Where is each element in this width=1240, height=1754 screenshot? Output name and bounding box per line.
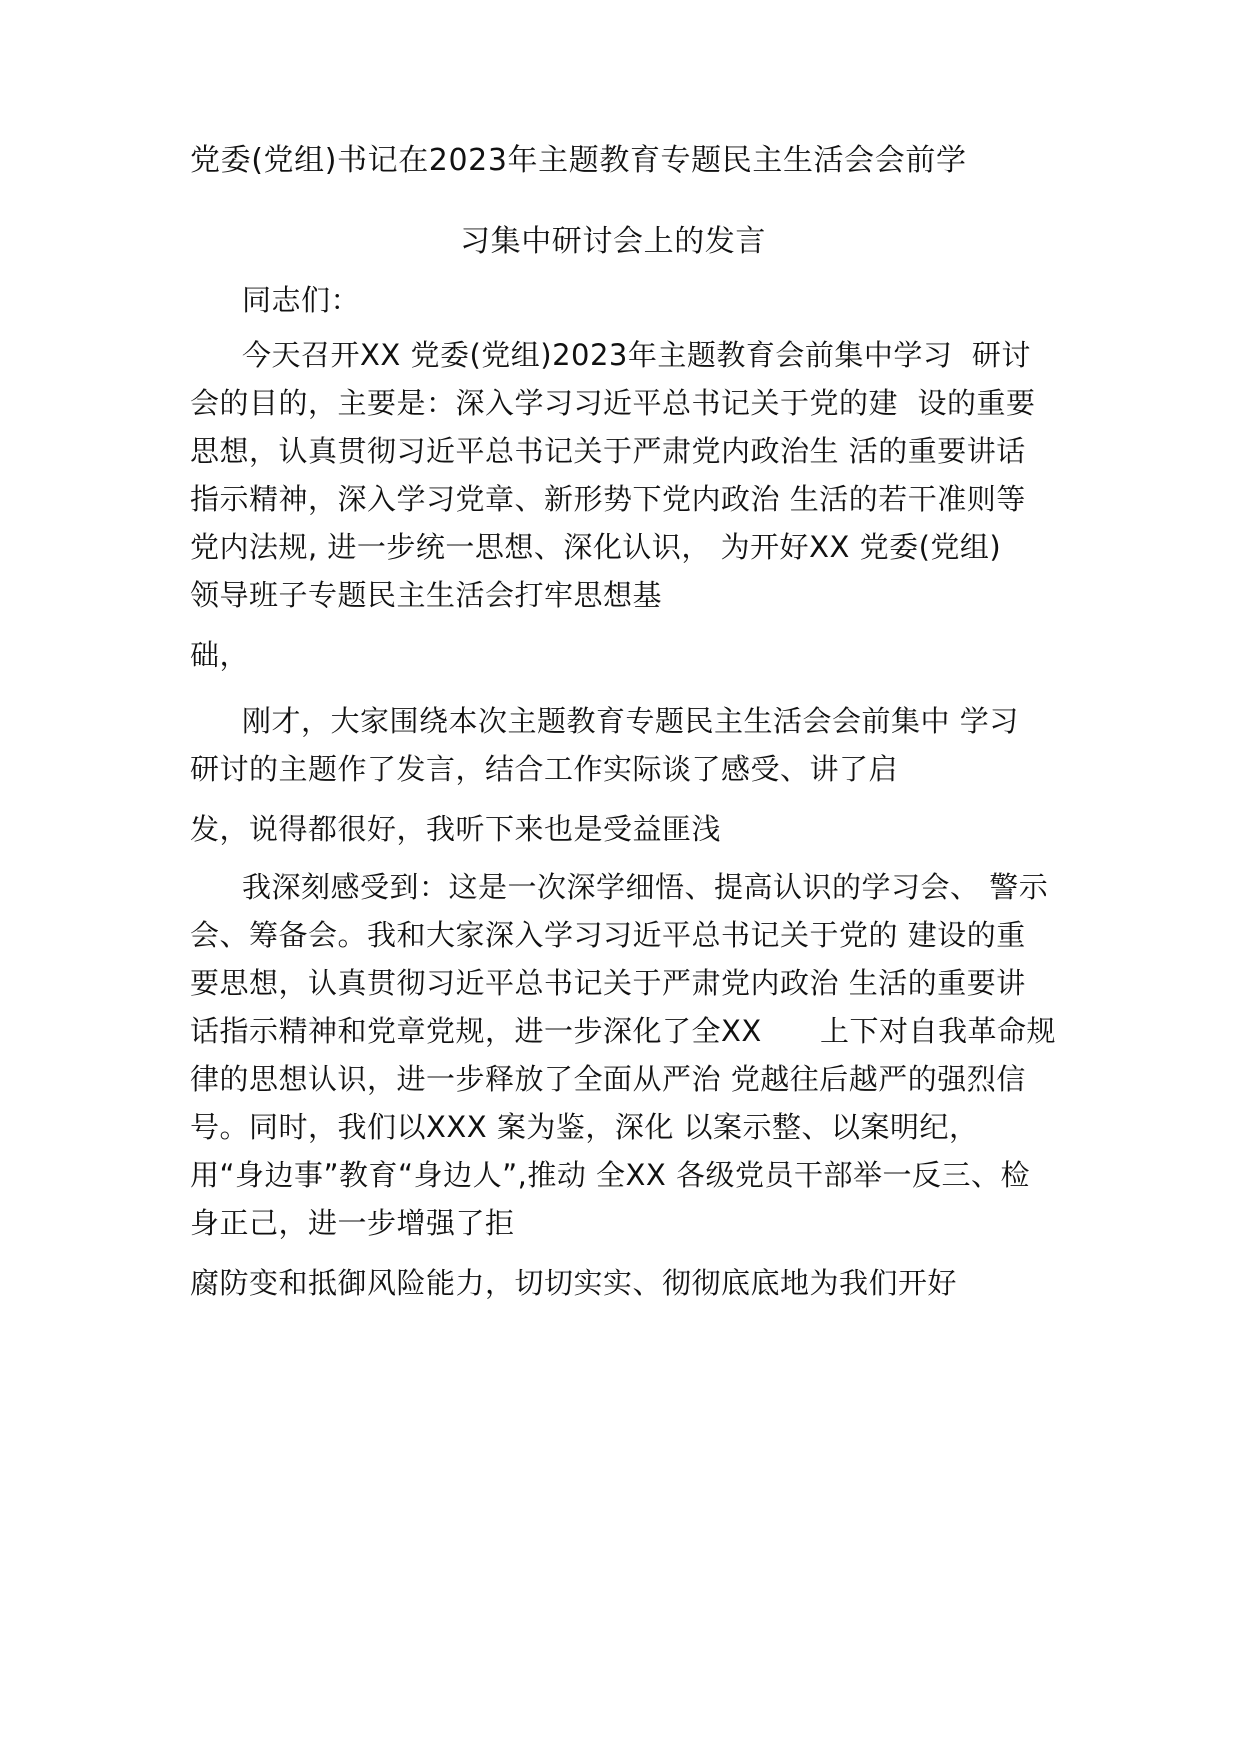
- paragraph-2-line-2: 研讨的主题作了发言，结合工作实际谈了感受、讲了启: [190, 752, 899, 786]
- paragraph-1-tail: 础，: [190, 638, 250, 672]
- paragraph-1-line-3: 思想，认真贯彻习近平总书记关于严肃党内政治生 活的重要讲话: [190, 434, 1026, 468]
- paragraph-3-line-1: 我深刻感受到：这是一次深学细悟、提高认识的学习会、 警示: [242, 870, 1049, 904]
- paragraph-3-line-8: 身正己，进一步增强了拒: [190, 1206, 515, 1240]
- paragraph-3-line-4: 话指示精神和党章党规，进一步深化了全XX 上下对自我革命规: [190, 1014, 1057, 1048]
- paragraph-1-line-4: 指示精神，深入学习党章、新形势下党内政治 生活的若干准则等: [190, 482, 1026, 516]
- paragraph-3-line-6: 号。同时，我们以XXX 案为鉴，深化 以案示整、以案明纪，: [190, 1110, 979, 1144]
- title-line-2: 习集中研讨会上的发言: [460, 224, 766, 259]
- paragraph-3-line-7: 用“身边事”教育“身边人”,推动 全XX 各级党员干部举一反三、检: [190, 1158, 1030, 1192]
- paragraph-1-line-6: 领导班子专题民主生活会打牢思想基: [190, 578, 663, 612]
- paragraph-3-line-2: 会、筹备会。我和大家深入学习习近平总书记关于党的 建设的重: [190, 918, 1026, 952]
- paragraph-3-line-3: 要思想，认真贯彻习近平总书记关于严肃党内政治 生活的重要讲: [190, 966, 1026, 1000]
- title-line-1: 党委(党组)书记在2023年主题教育专题民主生活会会前学: [190, 143, 967, 178]
- paragraph-1-line-5: 党内法规, 进一步统一思想、深化认识， 为开好XX 党委(党组): [190, 530, 1002, 564]
- paragraph-3-tail: 腐防变和抵御风险能力，切切实实、彻彻底底地为我们开好: [190, 1266, 958, 1300]
- paragraph-1-line-1: 今天召开XX 党委(党组)2023年主题教育会前集中学习 研讨: [242, 338, 1031, 372]
- paragraph-2-line-1: 刚才，大家围绕本次主题教育专题民主生活会会前集中 学习: [242, 704, 1019, 738]
- greeting: 同志们：: [242, 283, 361, 317]
- paragraph-1-line-2: 会的目的，主要是：深入学习习近平总书记关于党的建 设的重要: [190, 386, 1036, 420]
- paragraph-2-tail: 发，说得都很好，我听下来也是受益匪浅: [190, 812, 722, 846]
- paragraph-3-line-5: 律的思想认识，进一步释放了全面从严治 党越往后越严的强烈信: [190, 1062, 1026, 1096]
